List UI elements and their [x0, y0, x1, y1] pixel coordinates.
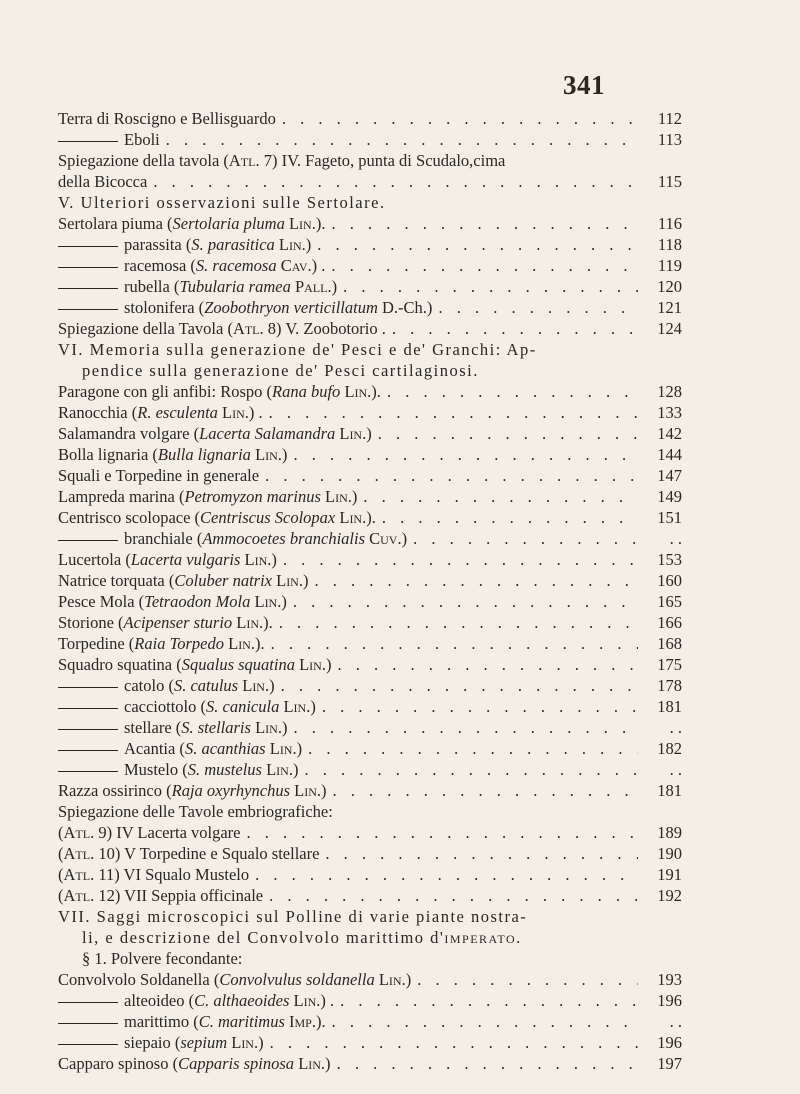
- leader-dots: [298, 759, 638, 780]
- toc-entry: [58, 549, 682, 570]
- ditto-dash: [58, 687, 118, 688]
- ditto-dash: [58, 771, 118, 772]
- entry-page: 115: [657, 172, 682, 191]
- leader-dots: [287, 444, 638, 465]
- leader-dots: [287, 591, 638, 612]
- entry-page: 119: [657, 256, 682, 275]
- toc-entry: [58, 129, 682, 150]
- toc-entry: [58, 759, 682, 780]
- leader-dots: [376, 507, 638, 528]
- toc-entry: [58, 486, 682, 507]
- ditto-dash: [58, 540, 118, 541]
- entry-title: V. Ulteriori osservazioni sulle Sertolare.: [58, 193, 386, 212]
- entry-page: 147: [657, 466, 682, 485]
- entry-title: (Atl. 12) VII Seppia officinale: [58, 886, 264, 905]
- ditto-dash: [58, 288, 118, 289]
- leader-dots: [337, 276, 638, 297]
- entry-title: pendice sulla generazione de' Pesci cartilaginosi.: [82, 361, 479, 380]
- ditto-dash: [58, 729, 118, 730]
- entry-page: 151: [657, 508, 682, 527]
- entry-title: cacciottolo (S. canicula Lin.): [58, 696, 316, 717]
- toc-entry: [58, 612, 682, 633]
- leader-dots: [331, 654, 638, 675]
- leader-dots: [263, 885, 638, 906]
- toc-entry: [58, 717, 682, 738]
- toc-line: [58, 150, 682, 171]
- entry-page: 113: [657, 130, 682, 149]
- entry-title: Spiegazione delle Tavole embriografiche:: [58, 802, 333, 821]
- leader-dots: [311, 234, 638, 255]
- entry-page: 112: [657, 109, 682, 128]
- entry-title: marittimo (C. maritimus Imp.).: [58, 1011, 326, 1032]
- toc-entry: [58, 507, 682, 528]
- leader-dots: [325, 213, 638, 234]
- leader-dots: [277, 549, 638, 570]
- section-heading: [58, 339, 682, 360]
- entry-title: Terra di Roscigno e Bellisguardo: [58, 109, 276, 128]
- toc-entry: [58, 465, 682, 486]
- entry-page: . .: [669, 529, 682, 548]
- leader-dots: [276, 108, 638, 129]
- leader-dots: [147, 171, 638, 192]
- entry-title: Eboli: [58, 129, 160, 150]
- entry-title: Mustelo (S. mustelus Lin.): [58, 759, 298, 780]
- entry-title: Convolvolo Soldanella (Convolvulus soldanella Lin.): [58, 970, 412, 989]
- entry-title: (Atl. 10) V Torpedine e Squalo stellare: [58, 844, 320, 863]
- ditto-dash: [58, 246, 118, 247]
- entry-title: § 1. Polvere fecondante:: [82, 949, 243, 968]
- entry-page: 133: [657, 403, 682, 422]
- entry-title: Ranocchia (R. esculenta Lin.) .: [58, 403, 263, 422]
- entry-title: VI. Memoria sulla generazione de' Pesci e de' Granchi: Ap-: [58, 340, 537, 359]
- leader-dots: [432, 297, 638, 318]
- entry-title: Spiegazione della Tavola (Atl. 8) V. Zoobotorio .: [58, 319, 386, 338]
- entry-page: 178: [657, 676, 682, 695]
- toc-entry: [58, 318, 682, 339]
- toc-entry: [58, 675, 682, 696]
- leader-dots: [411, 969, 638, 990]
- toc-entry: [58, 255, 682, 276]
- entry-page: 166: [657, 613, 682, 632]
- entry-title: Sertolara piuma (Sertolaria pluma Lin.).: [58, 214, 326, 233]
- toc-entry: [58, 234, 682, 255]
- leader-dots: [372, 423, 638, 444]
- entry-page: 116: [657, 214, 682, 233]
- ditto-dash: [58, 141, 118, 142]
- page-number: 341: [563, 70, 605, 100]
- entry-title: Lampreda marina (Petromyzon marinus Lin.): [58, 487, 358, 506]
- entry-title: della Bicocca: [58, 172, 148, 191]
- entry-page: . .: [669, 1012, 682, 1031]
- leader-dots: [327, 780, 638, 801]
- toc-entry: [58, 1011, 682, 1032]
- leader-dots: [264, 1032, 638, 1053]
- toc-entry: [58, 1032, 682, 1053]
- toc-entry: [58, 108, 682, 129]
- toc-entry: [58, 381, 682, 402]
- leader-dots: [381, 381, 638, 402]
- entry-title: siepaio (sepium Lin.): [58, 1032, 264, 1053]
- entry-title: branchiale (Ammocoetes branchialis Cuv.): [58, 528, 407, 549]
- leader-dots: [357, 486, 638, 507]
- entry-page: 196: [657, 1033, 682, 1052]
- entry-page: 190: [657, 844, 682, 863]
- ditto-dash: [58, 1002, 118, 1003]
- leader-dots: [308, 570, 638, 591]
- toc-entry: [58, 990, 682, 1011]
- entry-title: catolo (S. catulus Lin.): [58, 675, 275, 696]
- entry-title: racemosa (S. racemosa Cav.) .: [58, 255, 325, 276]
- ditto-dash: [58, 309, 118, 310]
- entry-page: 120: [657, 277, 682, 296]
- toc-entry: [58, 780, 682, 801]
- leader-dots: [316, 696, 638, 717]
- toc-entry: [58, 633, 682, 654]
- toc-line: [58, 801, 682, 822]
- entry-page: 192: [657, 886, 682, 905]
- toc-entry: [58, 696, 682, 717]
- entry-page: 193: [657, 970, 682, 989]
- leader-dots: [263, 402, 638, 423]
- leader-dots: [275, 675, 638, 696]
- entry-title: Paragone con gli anfibi: Rospo (Rana bufo Lin.).: [58, 382, 381, 401]
- entry-title: Storione (Acipenser sturio Lin.).: [58, 613, 273, 632]
- leader-dots: [287, 717, 638, 738]
- entry-page: 168: [657, 634, 682, 653]
- leader-dots: [326, 1011, 638, 1032]
- entry-title: parassita (S. parasitica Lin.): [58, 234, 311, 255]
- toc-entry: [58, 591, 682, 612]
- toc-entry: [58, 444, 682, 465]
- leader-dots: [386, 318, 638, 339]
- toc-entry: [58, 738, 682, 759]
- entry-page: 118: [657, 235, 682, 254]
- entry-page: 196: [657, 991, 682, 1010]
- entry-page: . .: [669, 760, 682, 779]
- entry-title: Squali e Torpedine in generale: [58, 466, 260, 485]
- table-of-contents: [58, 108, 682, 1074]
- leader-dots: [259, 465, 638, 486]
- entry-title: Centrisco scolopace (Centriscus Scolopax Lin.).: [58, 508, 376, 527]
- toc-entry: [58, 843, 682, 864]
- entry-page: . .: [669, 718, 682, 737]
- toc-entry: [58, 822, 682, 843]
- entry-page: 181: [657, 781, 682, 800]
- toc-entry: [58, 864, 682, 885]
- entry-page: 197: [657, 1054, 682, 1073]
- entry-page: 189: [657, 823, 682, 842]
- section-heading: [58, 192, 682, 213]
- entry-title: Squadro squatina (Squalus squatina Lin.): [58, 655, 332, 674]
- section-heading-continued: [58, 360, 682, 381]
- toc-entry: [58, 969, 682, 990]
- toc-entry: [58, 654, 682, 675]
- entry-page: 124: [657, 319, 682, 338]
- entry-title: Natrice torquata (Coluber natrix Lin.): [58, 571, 309, 590]
- entry-title: Bolla lignaria (Bulla lignaria Lin.): [58, 445, 288, 464]
- leader-dots: [334, 990, 638, 1011]
- entry-page: 121: [657, 298, 682, 317]
- entry-page: 153: [657, 550, 682, 569]
- toc-entry: [58, 402, 682, 423]
- section-heading-continued: [58, 927, 682, 948]
- toc-entry: [58, 570, 682, 591]
- entry-title: (Atl. 9) IV Lacerta volgare: [58, 823, 241, 842]
- entry-title: stolonifera (Zoobothryon verticillatum D.-Ch.): [58, 297, 432, 318]
- entry-title: Torpedine (Raia Torpedo Lin.).: [58, 634, 265, 653]
- ditto-dash: [58, 1023, 118, 1024]
- entry-page: 142: [657, 424, 682, 443]
- leader-dots: [265, 633, 638, 654]
- leader-dots: [325, 255, 638, 276]
- toc-entry: [58, 276, 682, 297]
- entry-title: VII. Saggi microscopici sul Polline di varie piante nostra-: [58, 907, 528, 926]
- entry-page: 160: [657, 571, 682, 590]
- toc-entry: [58, 423, 682, 444]
- leader-dots: [160, 129, 638, 150]
- entry-title: alteoideo (C. althaeoides Lin.) .: [58, 990, 334, 1011]
- toc-entry: [58, 528, 682, 549]
- entry-title: Acantia (S. acanthias Lin.): [58, 738, 302, 759]
- leader-dots: [249, 864, 638, 885]
- entry-title: (Atl. 11) VI Squalo Mustelo: [58, 865, 250, 884]
- toc-entry: [58, 297, 682, 318]
- ditto-dash: [58, 267, 118, 268]
- entry-title: Salamandra volgare (Lacerta Salamandra Lin.): [58, 424, 372, 443]
- entry-title: Capparo spinoso (Capparis spinosa Lin.): [58, 1054, 331, 1073]
- toc-entry: [58, 171, 682, 192]
- leader-dots: [302, 738, 638, 759]
- entry-page: 182: [657, 739, 682, 758]
- entry-page: 149: [657, 487, 682, 506]
- section-heading: [58, 906, 682, 927]
- entry-title: Lucertola (Lacerta vulgaris Lin.): [58, 550, 277, 569]
- entry-title: Razza ossirinco (Raja oxyrhynchus Lin.): [58, 781, 327, 800]
- leader-dots: [319, 843, 638, 864]
- leader-dots: [331, 1053, 638, 1074]
- toc-entry: [58, 213, 682, 234]
- entry-page: 175: [657, 655, 682, 674]
- ditto-dash: [58, 1044, 118, 1045]
- entry-page: 191: [657, 865, 682, 884]
- entry-title: rubella (Tubularia ramea Pall.): [58, 276, 337, 297]
- leader-dots: [407, 528, 638, 549]
- toc-entry: [58, 885, 682, 906]
- entry-page: 165: [657, 592, 682, 611]
- entry-title: stellare (S. stellaris Lin.): [58, 717, 287, 738]
- entry-page: 181: [657, 697, 682, 716]
- entry-title: li, e descrizione del Convolvolo marittimo d'imperato.: [82, 928, 522, 947]
- toc-line: [58, 948, 682, 969]
- ditto-dash: [58, 708, 118, 709]
- leader-dots: [273, 612, 638, 633]
- ditto-dash: [58, 750, 118, 751]
- toc-entry: [58, 1053, 682, 1074]
- entry-page: 128: [657, 382, 682, 401]
- entry-title: Spiegazione della tavola (Atl. 7) IV. Fageto, punta di Scudalo,cima: [58, 151, 506, 170]
- leader-dots: [241, 822, 639, 843]
- entry-page: 144: [657, 445, 682, 464]
- entry-title: Pesce Mola (Tetraodon Mola Lin.): [58, 592, 287, 611]
